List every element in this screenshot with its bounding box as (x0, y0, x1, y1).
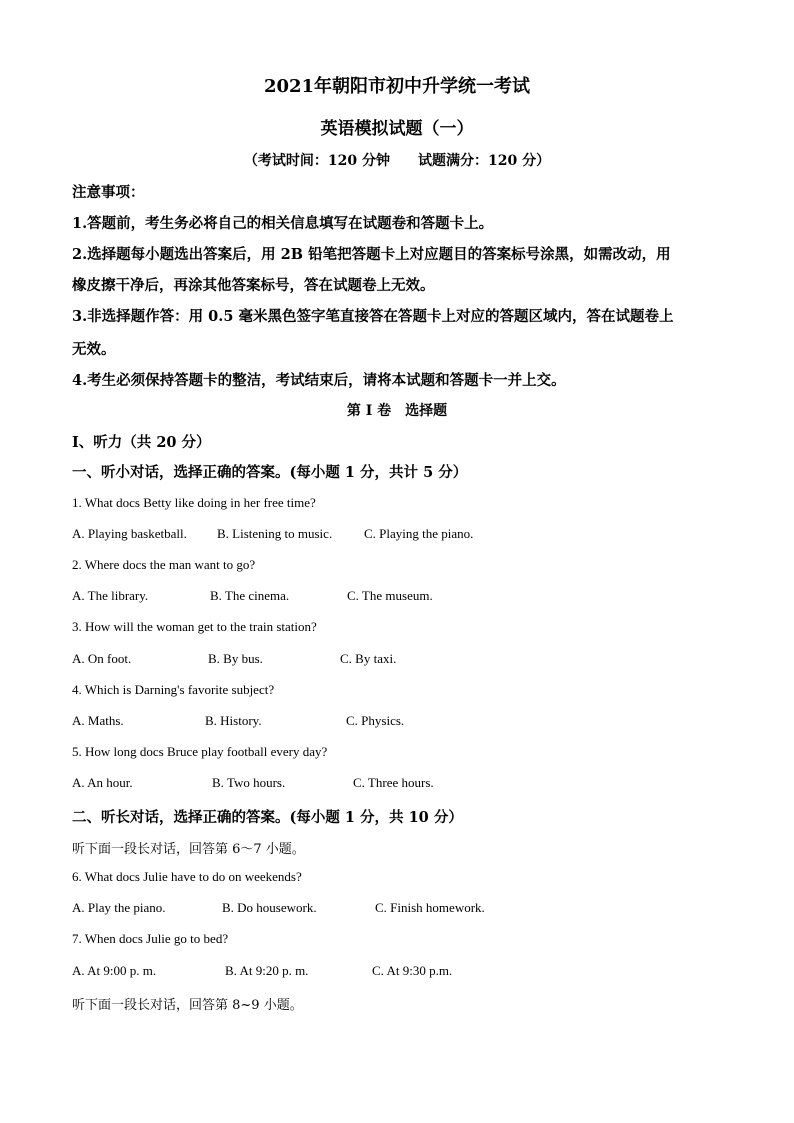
section2-heading: 二、听长对话，选择正确的答案。(每小题 1 分，共 10 分） (72, 809, 463, 826)
note-line-5: 无效。 (72, 341, 116, 358)
question-7: 7. When docs Julie go to bed? (72, 931, 229, 946)
exam-title: 2021年朝阳市初中升学统一考试 (263, 76, 531, 97)
question-5: 5. How long docs Bruce play football every day? (72, 744, 328, 759)
q1-option-a: A. Playing basketball. (72, 526, 187, 541)
q4-option-a: A. Maths. (72, 713, 124, 728)
q3-option-b: B. By bus. (208, 651, 263, 666)
q7-option-c: C. At 9:30 p.m. (372, 963, 453, 978)
q2-option-a: A. The library. (72, 588, 149, 603)
note-line-3: 橡皮擦干净后，再涂其他答案标号，答在试题卷上无效。 (72, 277, 435, 294)
volume-heading: 第 I 卷 选择题 (346, 403, 448, 419)
question-4: 4. Which is Darning's favorite subject? (72, 682, 275, 697)
notes-heading: 注意事项： (72, 184, 145, 201)
q3-option-c: C. By taxi. (340, 651, 397, 666)
section1-heading: 一、听小对话，选择正确的答案。(每小题 1 分，共计 5 分） (72, 464, 468, 481)
q3-option-a: A. On foot. (72, 651, 132, 666)
question-2: 2. Where docs the man want to go? (72, 557, 256, 572)
q6-option-b: B. Do housework. (222, 900, 317, 915)
note-line-1: 1.答题前，考生务必将自己的相关信息填写在试题卷和答题卡上。 (72, 215, 494, 232)
q5-option-a: A. An hour. (72, 775, 133, 790)
q2-option-c: C. The museum. (347, 588, 433, 603)
listening-part-heading: Ⅰ、听力（共 20 分） (72, 434, 211, 451)
q1-option-b: B. Listening to music. (217, 526, 333, 541)
q6-option-c: C. Finish homework. (375, 900, 485, 915)
section2-intro-2: 听下面一段长对话，回答第 8~9 小题。 (72, 998, 303, 1013)
note-line-4: 3.非选择题作答：用 0.5 毫米黑色签字笔直接答在答题卡上对应的答题区域内，答在试题卷上 (72, 308, 674, 325)
q5-option-c: C. Three hours. (353, 775, 434, 790)
q5-option-b: B. Two hours. (212, 775, 286, 790)
note-line-6: 4.考生必须保持答题卡的整洁，考试结束后，请将本试题和答题卡一并上交。 (72, 372, 566, 389)
exam-subtitle: 英语模拟试题（一） (320, 119, 474, 139)
q6-option-a: A. Play the piano. (72, 900, 166, 915)
q4-option-c: C. Physics. (346, 713, 405, 728)
q1-option-c: C. Playing the piano. (364, 526, 474, 541)
q4-option-b: B. History. (205, 713, 262, 728)
note-line-2: 2.选择题每小题选出答案后，用 2B 铅笔把答题卡上对应题目的答案标号涂黑，如需改动，用 (72, 246, 671, 263)
section2-intro-1: 听下面一段长对话，回答第 6～7 小题。 (72, 842, 305, 857)
exam-info: （考试时间：120 分钟 试题满分：120 分） (243, 153, 551, 169)
q2-option-b: B. The cinema. (210, 588, 290, 603)
q7-option-a: A. At 9:00 p. m. (72, 963, 157, 978)
question-1: 1. What docs Betty like doing in her free time? (72, 495, 316, 510)
q7-option-b: B. At 9:20 p. m. (225, 963, 309, 978)
question-3: 3. How will the woman get to the train station? (72, 619, 317, 634)
question-6: 6. What docs Julie have to do on weekends? (72, 869, 302, 884)
